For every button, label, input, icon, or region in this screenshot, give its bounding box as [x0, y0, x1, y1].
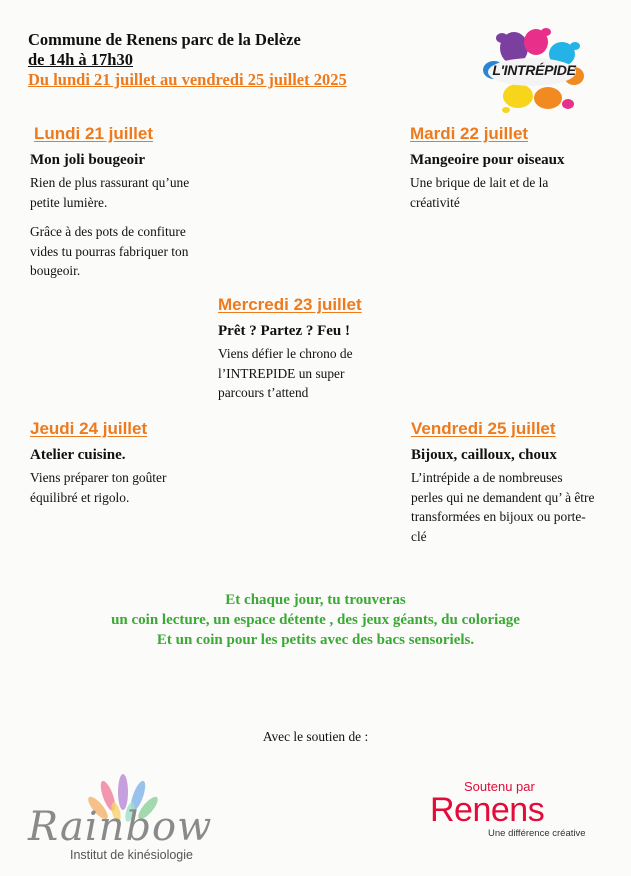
day-block-friday [411, 419, 601, 556]
day-block-tuesday [410, 124, 600, 222]
activity-title-thursday: Atelier cuisine. [30, 447, 126, 463]
activity-title-friday: Bijoux, cailloux, choux [411, 447, 557, 463]
day-block-wednesday [218, 295, 398, 413]
activity-desc-tuesday [410, 173, 575, 212]
footer-line-2: un coin lecture, un espace détente , des jeux géants, du coloriage [111, 612, 520, 628]
activity-desc-friday [411, 468, 596, 546]
activity-title-tuesday: Mangeoire pour oiseaux [410, 152, 565, 168]
day-title-thursday: Jeudi 24 juillet [30, 419, 148, 438]
desc-paragraph: Rien de plus rassurant qu’une petite lumière. [30, 175, 190, 210]
desc-paragraph: Viens défier le chrono de l’INTREPIDE un super parcours t’attend [218, 346, 353, 400]
desc-paragraph: L’intrépide a de nombreuses perles qui ne demandent qu’ à être transformées en bijoux ou porte- clé [411, 470, 595, 544]
day-block-thursday [30, 419, 210, 517]
desc-paragraph: Grâce à des pots de confiture vides tu pourras fabriquer ton bougeoir. [30, 224, 189, 278]
day-title-wednesday: Mercredi 23 juillet [218, 295, 362, 314]
footer-line-1: Et chaque jour, tu trouveras [225, 592, 406, 608]
header-line-1: Commune de Renens parc de la Delèze [28, 30, 301, 49]
activity-title-wednesday: Prêt ? Partez ? Feu ! [218, 323, 351, 339]
day-block-monday [30, 124, 210, 291]
intrepide-logo-text: L'INTRÉPIDE [492, 62, 576, 78]
rainbow-name: Rainbow [28, 804, 213, 850]
renens-tagline: Une différence créative [488, 828, 586, 839]
desc-paragraph: Viens préparer ton goûter équilibré et rigolo. [30, 470, 167, 505]
day-title-tuesday: Mardi 22 juillet [410, 124, 529, 143]
rainbow-logo [28, 768, 218, 868]
footer-line-3: Et un coin pour les petits avec des bacs sensoriels. [156, 632, 475, 648]
renens-name: Renens [430, 791, 545, 829]
header-line-2: de 14h à 17h30 [28, 50, 133, 69]
header-line-3: Du lundi 21 juillet au vendredi 25 juillet 2025 [28, 70, 347, 89]
support-text: Avec le soutien de : [262, 729, 369, 744]
activity-desc-monday [30, 173, 210, 281]
day-title-friday: Vendredi 25 juillet [411, 419, 556, 438]
activity-desc-thursday [30, 468, 190, 507]
daily-activities-message [0, 590, 631, 650]
header [28, 30, 347, 90]
activity-desc-wednesday [218, 344, 378, 403]
day-title-monday: Lundi 21 juillet [34, 124, 154, 143]
rainbow-subtitle: Institut de kinésiologie [70, 848, 193, 862]
activity-title-monday: Mon joli bougeoir [30, 152, 145, 168]
intrepide-logo [474, 26, 594, 118]
desc-paragraph: Une brique de lait et de la créativité [410, 175, 549, 210]
renens-logo [430, 779, 600, 839]
renens-prefix: Soutenu par [464, 779, 535, 794]
